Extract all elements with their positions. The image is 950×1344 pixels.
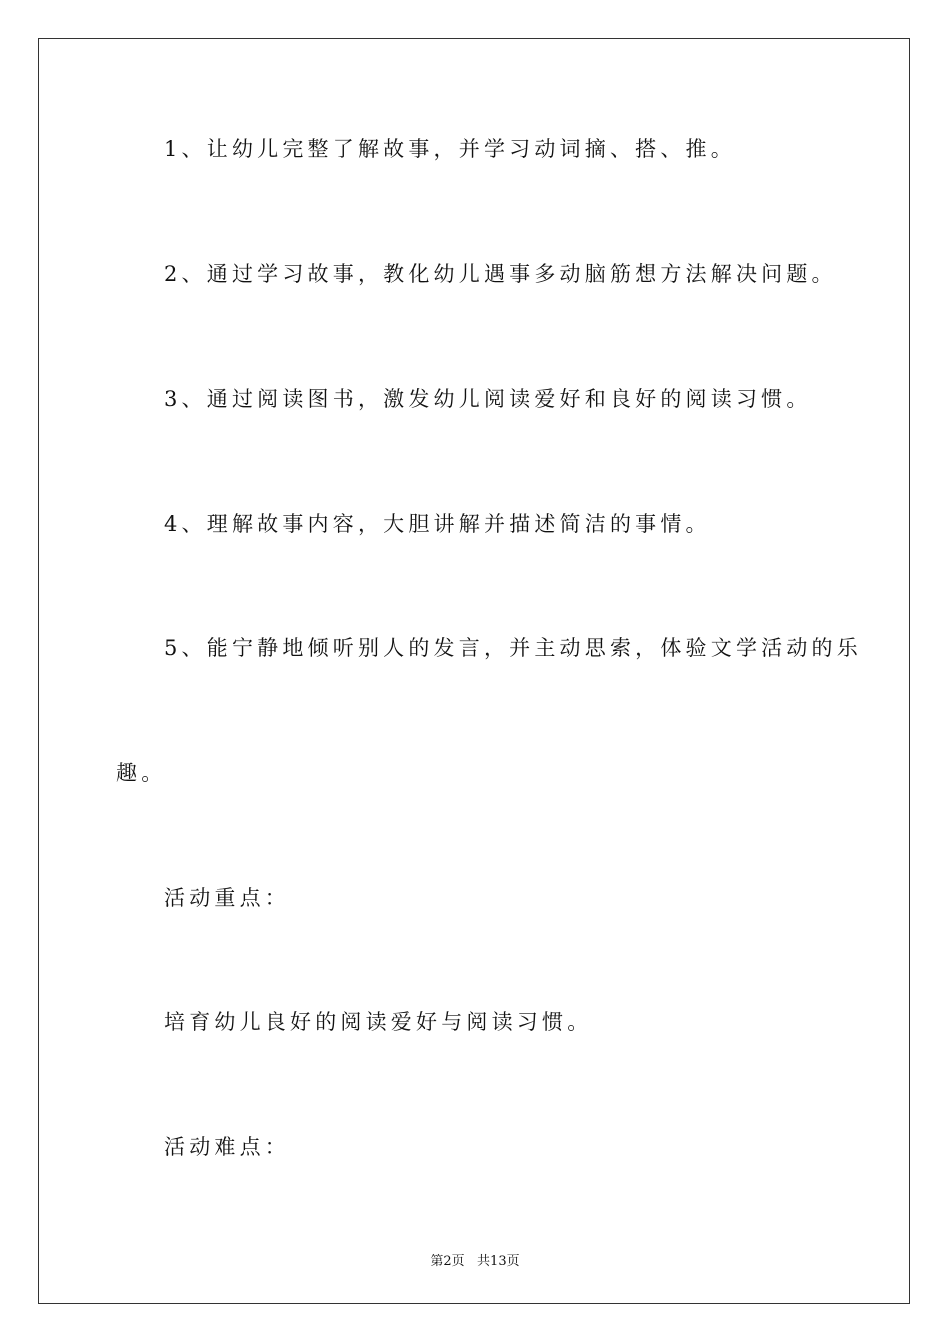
objective-5-line-2: 趣。: [116, 761, 167, 785]
heading-difficulties: 活动难点：: [164, 1135, 290, 1159]
objective-2: 2、通过学习故事，教化幼儿遇事多动脑筋想方法解决问题。: [164, 262, 837, 286]
key-points-text: 培育幼儿良好的阅读爱好与阅读习惯。: [164, 1010, 593, 1034]
heading-key-points: 活动重点：: [164, 886, 290, 910]
objective-4: 4、理解故事内容，大胆讲解并描述简洁的事情。: [164, 512, 711, 536]
objective-1: 1、让幼儿完整了解故事，并学习动词摘、搭、推。: [164, 137, 736, 161]
page-number: 第2页 共13页: [430, 1254, 520, 1269]
objective-3: 3、通过阅读图书，激发幼儿阅读爱好和良好的阅读习惯。: [164, 387, 812, 411]
objective-5-line-1: 5、能宁静地倾听别人的发言，并主动思索，体验文学活动的乐: [164, 636, 862, 660]
page-border: [38, 38, 910, 1304]
